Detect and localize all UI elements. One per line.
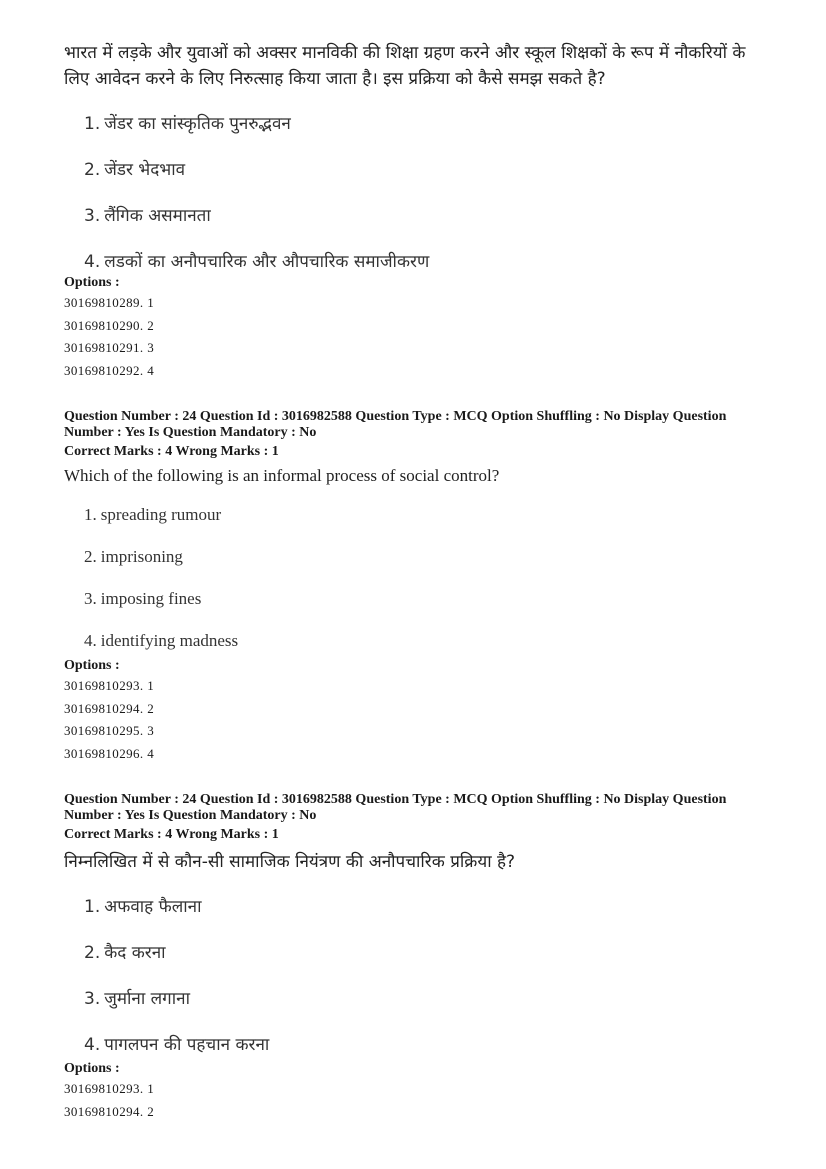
choice-number: 2. bbox=[84, 547, 97, 566]
choice-item bbox=[64, 884, 764, 930]
option-id-line: 30169810296. 4 bbox=[64, 745, 155, 761]
options-list-1 bbox=[64, 292, 764, 382]
choice-number: 1. bbox=[84, 897, 101, 917]
choice-text: लडकों का अनौपचारिक और औपचारिक समाजीकरण bbox=[104, 252, 430, 272]
question-text: Which of the following is an informal process of social control? bbox=[64, 466, 500, 485]
choice-list-3 bbox=[64, 884, 764, 1068]
question-meta-line: Question Number : 24 Question Id : 3016982588 Question Type : MCQ Option Shuffling : No Display Question bbox=[64, 409, 727, 424]
choice-number: 3. bbox=[84, 206, 101, 226]
choice-item bbox=[64, 976, 764, 1022]
marks-line: Correct Marks : 4 Wrong Marks : 1 bbox=[64, 827, 279, 842]
question-meta-line: Question Number : 24 Question Id : 3016982588 Question Type : MCQ Option Shuffling : No Display Question bbox=[64, 792, 727, 807]
choice-text: पागलपन की पहचान करना bbox=[104, 1035, 270, 1055]
choice-text: जेंडर भेदभाव bbox=[104, 160, 186, 180]
choice-item bbox=[64, 930, 764, 976]
choice-item bbox=[64, 193, 764, 239]
choice-number: 4. bbox=[84, 631, 97, 650]
choice-item bbox=[64, 101, 764, 147]
choice-text: लैंगिक असमानता bbox=[104, 206, 211, 226]
options-label: Options : bbox=[64, 658, 120, 673]
option-id-line: 30169810294. 2 bbox=[64, 1103, 155, 1119]
choice-number: 3. bbox=[84, 589, 97, 608]
question-text: निम्नलिखित में से कौन-सी सामाजिक नियंत्रण की अनौपचारिक प्रक्रिया है? bbox=[64, 852, 516, 872]
option-id-line: 30169810295. 3 bbox=[64, 723, 155, 738]
choice-number: 3. bbox=[84, 989, 101, 1009]
options-label: Options : bbox=[64, 1061, 120, 1076]
choice-item bbox=[64, 620, 764, 662]
question-meta-line: Number : Yes Is Question Mandatory : No bbox=[64, 425, 317, 440]
choice-number: 4. bbox=[84, 252, 101, 272]
choice-number: 2. bbox=[84, 160, 101, 180]
choice-number: 2. bbox=[84, 943, 101, 963]
choice-text: identifying madness bbox=[100, 631, 239, 650]
option-id-line: 30169810290. 2 bbox=[64, 317, 155, 333]
choice-list-2 bbox=[64, 494, 764, 662]
question-meta-line: Number : Yes Is Question Mandatory : No bbox=[64, 808, 317, 823]
option-id-line: 30169810293. 1 bbox=[64, 1081, 155, 1096]
option-id-line: 30169810291. 3 bbox=[64, 340, 155, 355]
choice-text: imprisoning bbox=[100, 547, 183, 566]
choice-text: जुर्माना लगाना bbox=[104, 989, 190, 1009]
option-id-line: 30169810294. 2 bbox=[64, 700, 155, 716]
option-id-line: 30169810292. 4 bbox=[64, 362, 155, 378]
option-id-line: 30169810293. 1 bbox=[64, 678, 155, 693]
choice-item bbox=[64, 147, 764, 193]
option-id-line: 30169810289. 1 bbox=[64, 295, 155, 310]
options-label: Options : bbox=[64, 275, 120, 290]
marks-line: Correct Marks : 4 Wrong Marks : 1 bbox=[64, 444, 279, 459]
choice-number: 1. bbox=[84, 505, 97, 524]
choice-item bbox=[64, 494, 764, 536]
choice-text: जेंडर का सांस्कृतिक पुनरुद्भवन bbox=[104, 114, 291, 134]
question-meta-3 bbox=[64, 792, 764, 843]
choice-item bbox=[64, 536, 764, 578]
question-meta-2 bbox=[64, 409, 764, 460]
choice-number: 1. bbox=[84, 114, 101, 134]
choice-text: imposing fines bbox=[100, 589, 202, 608]
question-text: भारत में लड़के और युवाओं को अक्सर मानविकी की शिक्षा ग्रहण करने और स्कूल शिक्षकों के रूप में नौकरियों के लिए आवेदन करने के लिए निरुत्साह किया जाता है। इस प्रक्रिया को कैसे समझ सकते है? bbox=[64, 43, 746, 89]
choice-text: अफवाह फैलाना bbox=[104, 897, 202, 917]
question-block-1 bbox=[64, 40, 764, 92]
choice-text: कैद करना bbox=[104, 943, 166, 963]
options-list-2 bbox=[64, 675, 764, 765]
choice-item bbox=[64, 578, 764, 620]
choice-list-1 bbox=[64, 101, 764, 285]
choice-text: spreading rumour bbox=[100, 505, 222, 524]
options-list-3 bbox=[64, 1078, 764, 1123]
choice-number: 4. bbox=[84, 1035, 101, 1055]
